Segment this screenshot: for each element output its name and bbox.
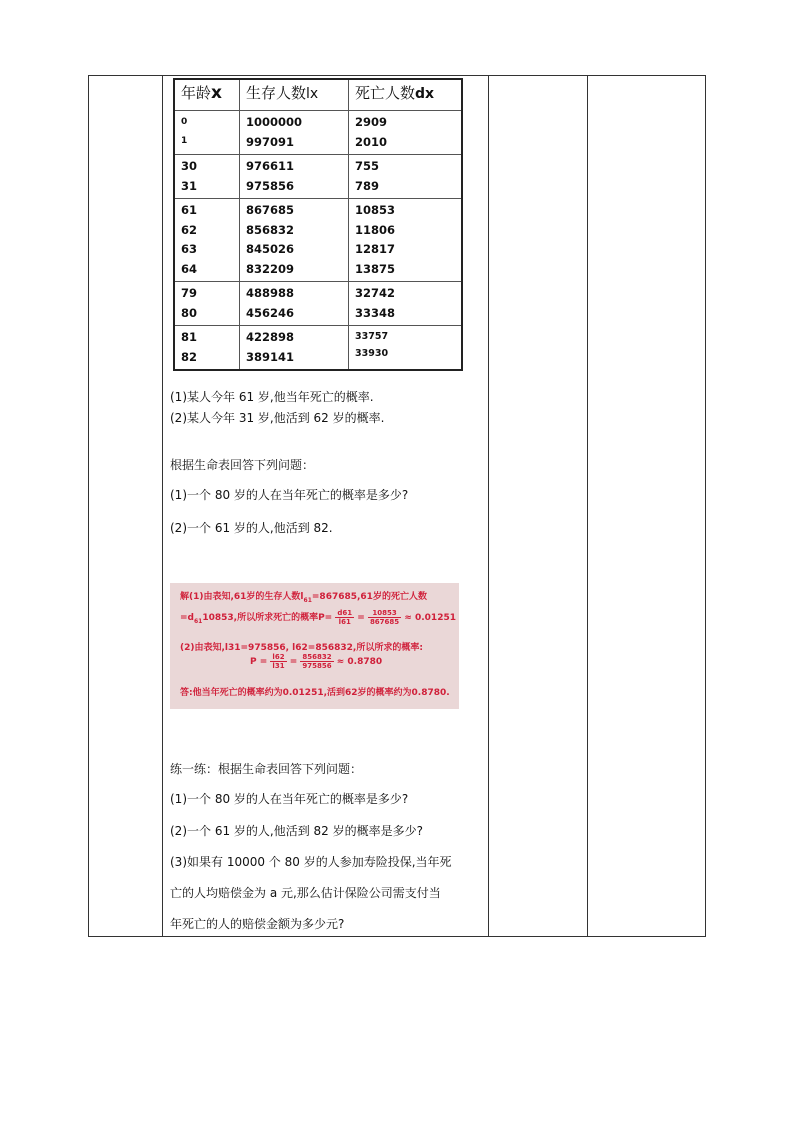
header-deaths: 死亡人数dx: [349, 79, 463, 111]
solution-line-3: (2)由表知,l31=975856, l62=856832,所以所求的概率:: [180, 643, 423, 653]
table-row: [174, 199, 462, 282]
solution-line-1: 解(1)由表知,61岁的生存人数$l_{61}=867685,61$岁的死亡人数: [180, 592, 427, 604]
table-row: [174, 155, 462, 199]
fraction: $\frac{10853}{867685}$: [369, 609, 400, 626]
header-survivors: 生存人数lx: [240, 79, 349, 111]
table-row: [174, 326, 462, 371]
lx-cell: 488988 456246: [240, 282, 349, 326]
column-divider: [162, 75, 163, 937]
dx-cell: 2909 2010: [349, 111, 463, 155]
question-2: (2)某人今年 31 岁,他活到 62 岁的概率.: [170, 411, 385, 425]
lx-cell: 1000000 997091: [240, 111, 349, 155]
practice-question-2: (2)一个 61 岁的人,他活到 82 岁的概率是多少?: [170, 824, 423, 838]
section-question-1: (1)一个 80 岁的人在当年死亡的概率是多少?: [170, 488, 409, 502]
age-cell: 30 31: [174, 155, 240, 199]
practice-question-3-line-3: 年死亡的人的赔偿金额为多少元?: [170, 917, 345, 931]
lx-cell: 422898 389141: [240, 326, 349, 371]
solution-line-4: P = $\frac{l62}{l31}$ = $\frac{856832}{975856}$ ≈ 0.8780: [250, 653, 383, 670]
age-cell: 61 62 63 64: [174, 199, 240, 282]
section-heading: 根据生命表回答下列问题：: [170, 458, 315, 472]
solution-line-2: $=d_{61}10853$,所以所求死亡的概率P= $\frac{d61}{l61}$ = $\frac{10853}{867685}$ ≈ 0.01251: [180, 609, 456, 626]
life-table: [173, 78, 463, 371]
age-cell: 0 1: [174, 111, 240, 155]
age-cell: 81 82: [174, 326, 240, 371]
table-row: [174, 111, 462, 155]
practice-question-3-line-2: 亡的人均赔偿金为 a 元,那么估计保险公司需支付当: [170, 886, 441, 900]
dx-cell: 33757 33930: [349, 326, 463, 371]
question-1: (1)某人今年 61 岁,他当年死亡的概率.: [170, 390, 374, 404]
practice-heading: 练一练：根据生命表回答下列问题：: [170, 762, 363, 776]
solution-image: [170, 583, 459, 709]
practice-question-3-line-1: (3)如果有 10000 个 80 岁的人参加寿险投保,当年死: [170, 855, 452, 869]
life-table-header: [174, 79, 462, 111]
solution-answer: 答:他当年死亡的概率约为0.01251,活到62岁的概率约为0.8780.: [180, 688, 450, 698]
table-row: [174, 282, 462, 326]
lx-cell: 867685 856832 845026 832209: [240, 199, 349, 282]
column-divider: [488, 75, 489, 937]
dx-cell: 10853 11806 12817 13875: [349, 199, 463, 282]
fraction: $\frac{l62}{l31}$: [272, 653, 285, 670]
dx-cell: 32742 33348: [349, 282, 463, 326]
fraction: $\frac{856832}{975856}$: [302, 653, 332, 670]
header-age: 年龄x: [174, 79, 240, 111]
fraction: $\frac{d61}{l61}$: [337, 609, 353, 626]
dx-cell: 755 789: [349, 155, 463, 199]
practice-question-1: (1)一个 80 岁的人在当年死亡的概率是多少?: [170, 792, 409, 806]
lx-cell: 976611 975856: [240, 155, 349, 199]
column-divider: [587, 75, 588, 937]
age-cell: 79 80: [174, 282, 240, 326]
section-question-2: (2)一个 61 岁的人,他活到 82.: [170, 521, 333, 535]
